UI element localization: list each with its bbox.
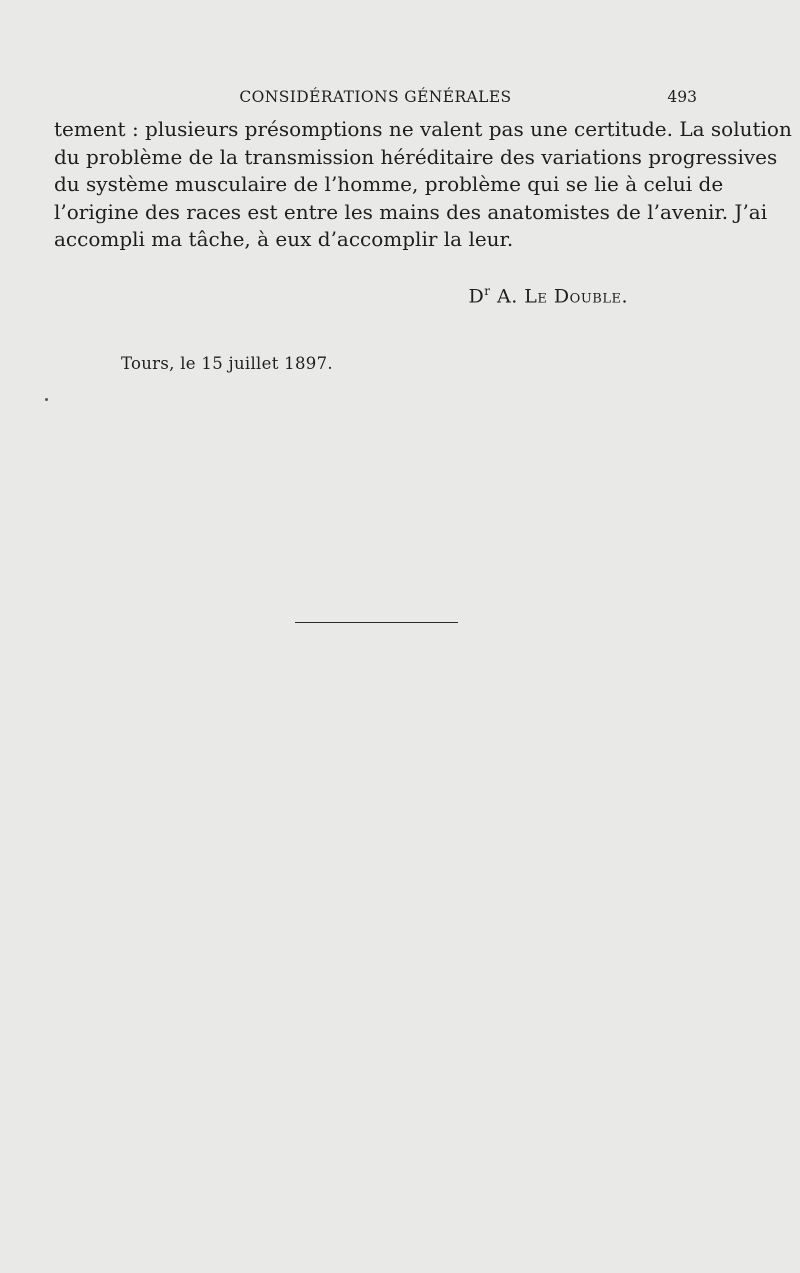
body-paragraph <box>54 116 792 254</box>
place-date-line: Tours, le 15 juillet 1897. <box>121 354 333 373</box>
signature-title: D <box>468 285 485 308</box>
print-speck <box>45 398 48 401</box>
end-rule-divider <box>295 622 458 623</box>
signature-initial: A. <box>490 285 525 308</box>
body-line: l’origine des races est entre les mains des anatomistes de l’avenir. J’ai <box>54 199 768 224</box>
body-line: tement : plusieurs présomptions ne valent pas une certitude. La solution <box>54 117 792 141</box>
body-line: du système musculaire de l’homme, problème qui se lie à celui de <box>54 172 724 196</box>
signature-title-superscript: r <box>484 284 491 298</box>
page-number: 493 <box>667 88 697 106</box>
running-title: CONSIDÉRATIONS GÉNÉRALES <box>239 88 512 106</box>
body-line: du problème de la transmission héréditaire des variations progressives <box>54 144 778 169</box>
author-signature <box>468 284 628 307</box>
signature-name: Le Double. <box>524 285 628 308</box>
running-header <box>54 86 697 110</box>
body-line: accompli ma tâche, à eux d’accomplir la leur. <box>54 227 514 251</box>
